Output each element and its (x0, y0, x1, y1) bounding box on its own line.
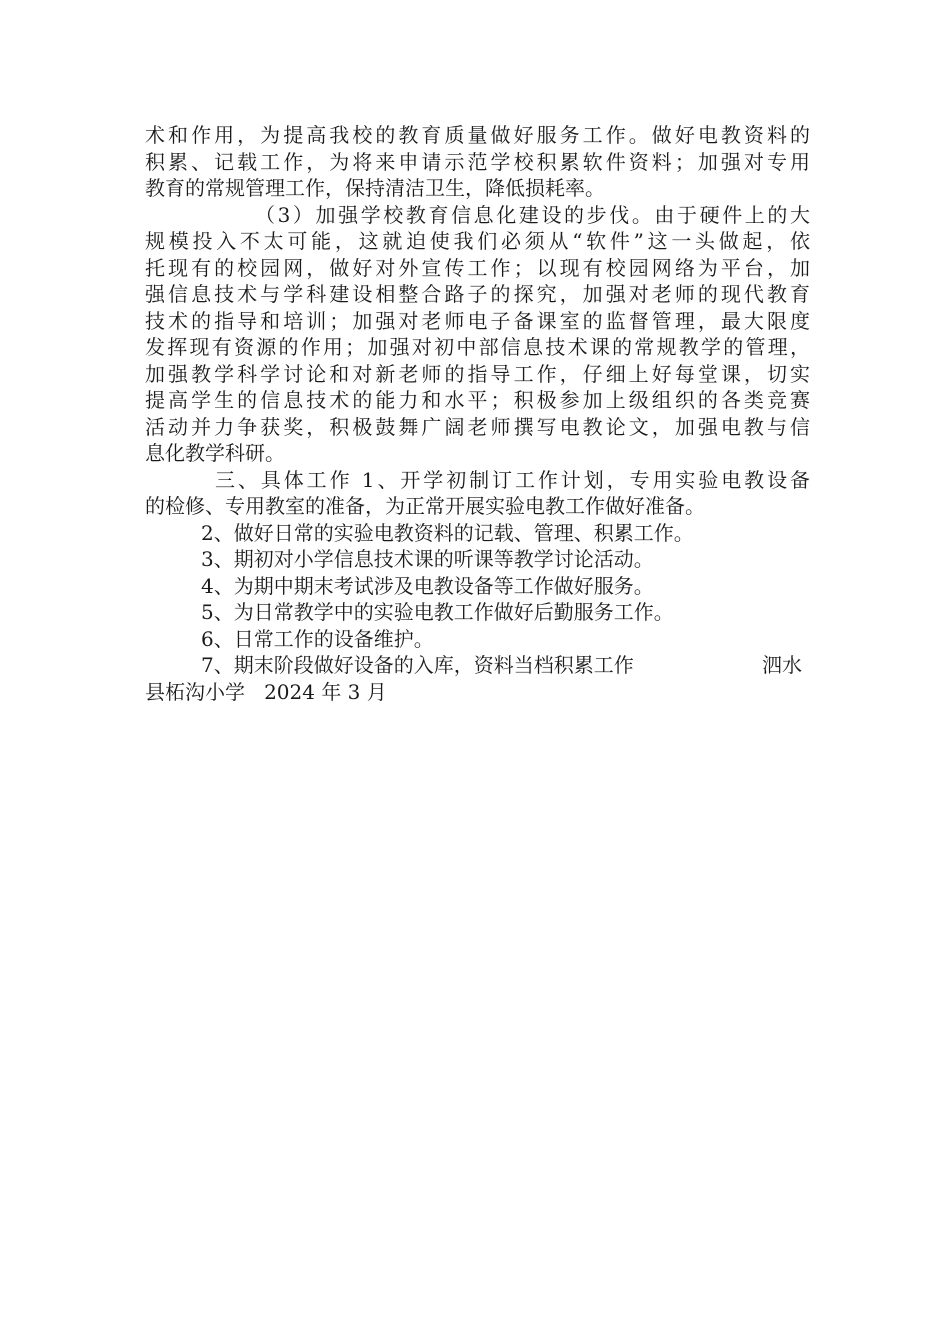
text-line: 托现有的校园网，做好对外宣传工作；以现有校园网络为平台，加 (145, 255, 810, 280)
text-line: 加强教学科学讨论和对新老师的指导工作，仔细上好每堂课，切实 (145, 361, 810, 386)
list-item: 3、期初对小学信息技术课的听课等教学讨论活动。 (201, 547, 654, 571)
text-line: 强信息技术与学科建设相整合路子的探究，加强对老师的现代教育 (145, 282, 810, 306)
document-body (145, 122, 810, 705)
section-heading-line: 三、具体工作 1、开学初制订工作计划，专用实验电教设备 (215, 467, 810, 492)
list-item: 6、日常工作的设备维护。 (201, 626, 434, 651)
list-item: 2、做好日常的实验电教资料的记载、管理、积累工作。 (201, 520, 694, 545)
text-line: 技术的指导和培训；加强对老师电子备课室的监督管理，最大限度 (145, 308, 810, 333)
text-line: 术和作用，为提高我校的教育质量做好服务工作。做好电教资料的 (145, 123, 810, 147)
text-line: 发挥现有资源的作用；加强对初中部信息技术课的常规教学的管理， (145, 335, 810, 359)
list-item: 5、为日常教学中的实验电教工作做好后勤服务工作。 (201, 600, 674, 624)
list-item-text: 7、期末阶段做好设备的入库，资料当档积累工作 (201, 653, 634, 677)
signature-county: 泗水 (762, 653, 802, 677)
list-item: 4、为期中期末考试涉及电教设备等工作做好服务。 (201, 573, 654, 598)
text-line: （3）加强学校教育信息化建设的步伐。由于硬件上的大 (255, 202, 810, 227)
text-line: 息化教学科研。 (145, 441, 285, 465)
signature-line: 县柘沟小学 2024 年 3 月 (145, 679, 387, 704)
text-line: 教育的常规管理工作，保持清洁卫生，降低损耗率。 (145, 176, 605, 200)
text-line: 的检修、专用教室的准备，为正常开展实验电教工作做好准备。 (145, 494, 705, 518)
text-line: 提高学生的信息技术的能力和水平；积极参加上级组织的各类竞赛 (145, 388, 810, 412)
text-line: 规模投入不太可能，这就迫使我们必须从“软件”这一头做起，依 (145, 229, 810, 253)
list-item (145, 652, 810, 679)
text-line: 活动并力争获奖，积极鼓舞广阔老师撰写电教论文，加强电教与信 (145, 414, 810, 439)
text-line: 积累、记载工作，为将来申请示范学校积累软件资料；加强对专用 (145, 149, 810, 174)
